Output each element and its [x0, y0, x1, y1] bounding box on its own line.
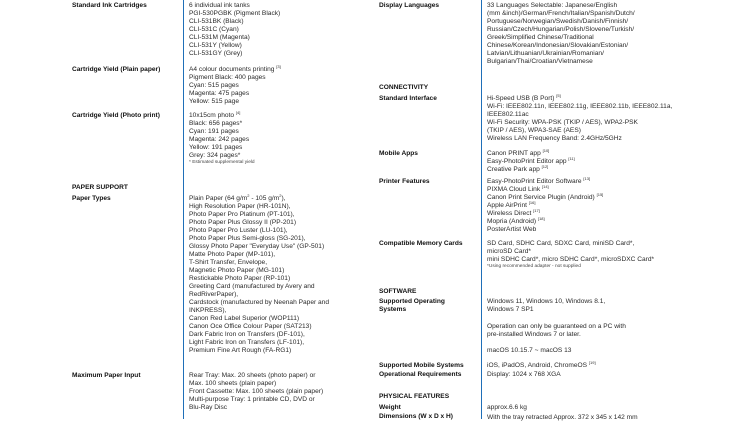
standard-interface-label: Standard Interface [379, 95, 437, 102]
ink-cartridges-values [189, 2, 280, 58]
language-line: Latvian/Lithuanian/Ukrainian/Romanian/ [487, 50, 604, 57]
paper-type-line: Photo Paper Plus Semi-gloss (SG-201), [189, 235, 306, 242]
language-line: (mm &inch)/German/French/Italian/Spanish/Dutch/ [487, 10, 635, 17]
memory-cards-label: Compatible Memory Cards [379, 240, 463, 247]
connectivity-heading: CONNECTIVITY [379, 84, 429, 91]
paper-type-line: Photo Paper Pro Platinum (PT-101), [189, 211, 295, 218]
yield-line: Magenta: 242 pages [189, 136, 250, 143]
yield-line: Grey: 324 pages* [189, 152, 241, 159]
weight-label: Weight [379, 404, 401, 411]
paper-type-line: Cardstock (manufactured by Neenah Paper and [189, 299, 330, 306]
operational-value: Display: 1024 x 768 XGA [487, 371, 561, 378]
paper-type-line: Dark Fabric Iron on Transfers (DF-101), [189, 331, 305, 338]
ink-line: 6 individual ink tanks [189, 2, 250, 9]
display-languages-label: Display Languages [379, 2, 440, 9]
language-line: 33 Languages Selectable: Japanese/English [487, 2, 618, 9]
language-line: Bulgarian/Thai/Croatian/Vietnamese [487, 58, 593, 65]
interface-line: IEEE802.11ac [487, 111, 529, 118]
mobile-app-line: Creative Park app [12] [487, 164, 549, 173]
right-column-rule [481, 0, 482, 419]
memory-card-line: mini SDHC Card*, micro SDHC Card*, microSDXC Card* [487, 256, 655, 263]
language-line: Portuguese/Norwegian/Swedish/Danish/Finnish/ [487, 18, 629, 25]
paper-type-line: Magnetic Photo Paper (MG-101) [189, 267, 285, 274]
yield-photo-label: Cartridge Yield (Photo print) [72, 112, 160, 119]
yield-plain-values [189, 66, 281, 106]
paper-type-line: T-Shirt Transfer, Envelope, [189, 259, 268, 266]
mobile-apps-label: Mobile Apps [379, 150, 418, 157]
display-languages-values [487, 2, 635, 66]
memory-cards-values [487, 240, 654, 270]
printer-features-label: Printer Features [379, 178, 430, 185]
max-input-line: Multi-purpose Tray: 1 printable CD, DVD or [189, 396, 315, 403]
paper-type-line: Plain Paper (64 $g/m^2 - 105$ $g/m^2$), [189, 193, 286, 202]
feature-line: Mopria (Android) [18] [487, 216, 545, 225]
yield-line: Cyan: 515 pages [189, 82, 239, 89]
dimensions-label: Dimensions (W x D x H) [379, 413, 454, 420]
mobile-app-line: Canon PRINT app [10] [487, 148, 550, 157]
interface-line: (TKIP / AES), WPA3-SAE (AES) [487, 127, 581, 134]
paper-type-line: Glossy Photo Paper "Everyday Use" (GP-501) [189, 243, 325, 250]
os-line: Windows 11, Windows 10, Windows 8.1, [487, 298, 606, 305]
paper-type-line: Canon Red Label Superior (WOP111) [189, 315, 300, 322]
ink-line: CLI-531Y (Yellow) [189, 42, 242, 49]
feature-line: Easy-PhotoPrint Editor Software [13] [487, 176, 591, 185]
software-heading: SOFTWARE [379, 288, 417, 295]
yield-line: Pigment Black: 400 pages [189, 74, 266, 81]
yield-plain-head: A4 colour documents printing [3] [189, 64, 281, 73]
interface-line: Wireless LAN Frequency Band: 2.4GHz/5GHz [487, 135, 622, 142]
ink-cartridges-label: Standard Ink Cartridges [72, 2, 147, 9]
left-column-rule [183, 0, 184, 419]
os-line: pre-installed Windows 7 or later. [487, 331, 581, 338]
yield-line: Black: 656 pages* [189, 120, 243, 127]
mobile-systems-label: Supported Mobile Systems [379, 362, 464, 369]
os-line: Operation can only be guaranteed on a PC with [487, 323, 626, 330]
yield-line: Magenta: 475 pages [189, 90, 250, 97]
paper-types-values [189, 195, 329, 355]
paper-type-line: Photo Paper Pro Luster (LU-101), [189, 227, 288, 234]
memory-card-note: *Using recommended adapter - not supplied [487, 264, 581, 269]
max-input-line: Rear Tray: Max. 20 sheets (photo paper) or [189, 372, 316, 379]
max-input-line: Blu-Ray Disc [189, 404, 228, 411]
feature-line: Apple AirPrint [16] [487, 200, 536, 209]
paper-types-label: Paper Types [72, 195, 111, 202]
supported-os-label: Supported Operating Systems [379, 298, 445, 313]
paper-type-line: Premium Fine Art Rough (FA-RG1) [189, 347, 292, 354]
paper-type-line: Photo Paper Plus Glossy II (PP-201) [189, 219, 297, 226]
max-input-values [189, 372, 323, 412]
physical-heading: PHYSICAL FEATURES [379, 393, 450, 400]
ink-line: PGI-530PGBK (Pigment Black) [189, 10, 281, 17]
language-line: Chinese/Korean/Indonesian/Slovakian/Estonian/ [487, 42, 629, 49]
max-input-label: Maximum Paper Input [72, 372, 141, 379]
standard-interface-values [487, 95, 672, 143]
max-input-line: Front Cassette: Max. 100 sheets (plain paper) [189, 388, 324, 395]
feature-line: PIXMA Cloud Link [14] [487, 184, 549, 193]
yield-plain-label: Cartridge Yield (Plain paper) [72, 66, 161, 73]
language-line: Russian/Czech/Hungarian/Polish/Slovene/Turkish/ [487, 26, 635, 33]
memory-card-line: SD Card, SDHC Card, SDXC Card, miniSD Card*, [487, 240, 635, 247]
max-input-line: Max. 100 sheets (plain paper) [189, 380, 277, 387]
weight-value: approx.6.6 kg [487, 404, 527, 411]
language-line: Greek/Simplified Chinese/Traditional [487, 34, 594, 41]
yield-line: Cyan: 191 pages [189, 128, 239, 135]
printer-features-values [487, 178, 603, 234]
ink-line: CLI-531BK (Black) [189, 18, 244, 25]
os-line: Windows 7 SP1 [487, 306, 534, 313]
ink-line: CLI-531M (Magenta) [189, 34, 250, 41]
mobile-app-line: Easy-PhotoPrint Editor app [11] [487, 156, 575, 165]
paper-support-heading: PAPER SUPPORT [72, 184, 128, 191]
interface-line: Wi-Fi Security: WPA-PSK (TKIP / AES), WPA2-PSK [487, 119, 638, 126]
feature-line: Wireless Direct [17] [487, 208, 540, 217]
paper-type-line: Light Fabric Iron on Transfers (LF-101), [189, 339, 305, 346]
yield-photo-head: 10x15cm photo [4] [189, 110, 241, 119]
yield-photo-values [189, 112, 255, 166]
yield-line: Yellow: 191 pages [189, 144, 243, 151]
paper-type-line: Matte Photo Paper (MP-101), [189, 251, 276, 258]
paper-type-line: High Resolution Paper (HR-101N), [189, 203, 291, 210]
os-line: macOS 10.15.7 ~ macOS 13 [487, 347, 572, 354]
feature-line: Canon Print Service Plugin (Android) [15] [487, 192, 604, 201]
memory-card-line: microSD Card* [487, 248, 531, 255]
yield-line: Yellow: 515 page [189, 98, 239, 105]
ink-line: CLI-531GY (Grey) [189, 50, 243, 57]
operational-label: Operational Requirements [379, 371, 462, 378]
interface-line: Hi-Speed USB (B Port) [5] [487, 93, 561, 102]
mobile-apps-values [487, 150, 575, 174]
dimensions-value: With the tray retracted Approx. 372 x 345 x 142 mm [487, 414, 638, 421]
paper-type-line: Canon Oce Office Colour Paper (SAT213) [189, 323, 312, 330]
feature-line: PosterArtist Web [487, 226, 537, 233]
paper-type-line: Greeting Card (manufactured by Avery and [189, 283, 315, 290]
yield-note: * Estimated supplemental yield [189, 160, 255, 165]
paper-type-line: Restickable Photo Paper (RP-101) [189, 275, 291, 282]
ink-line: CLI-531C (Cyan) [189, 26, 239, 33]
paper-type-line: INKPRESS), [189, 307, 227, 314]
interface-line: Wi-Fi: IEEE802.11n, IEEE802.11g, IEEE802.11b, IEEE802.11a, [487, 103, 673, 110]
paper-type-line: RedRiverPaper), [189, 291, 239, 298]
mobile-systems-value: iOS, iPadOS, Android, ChromeOS [19] [487, 360, 596, 369]
supported-os-values [487, 298, 626, 355]
